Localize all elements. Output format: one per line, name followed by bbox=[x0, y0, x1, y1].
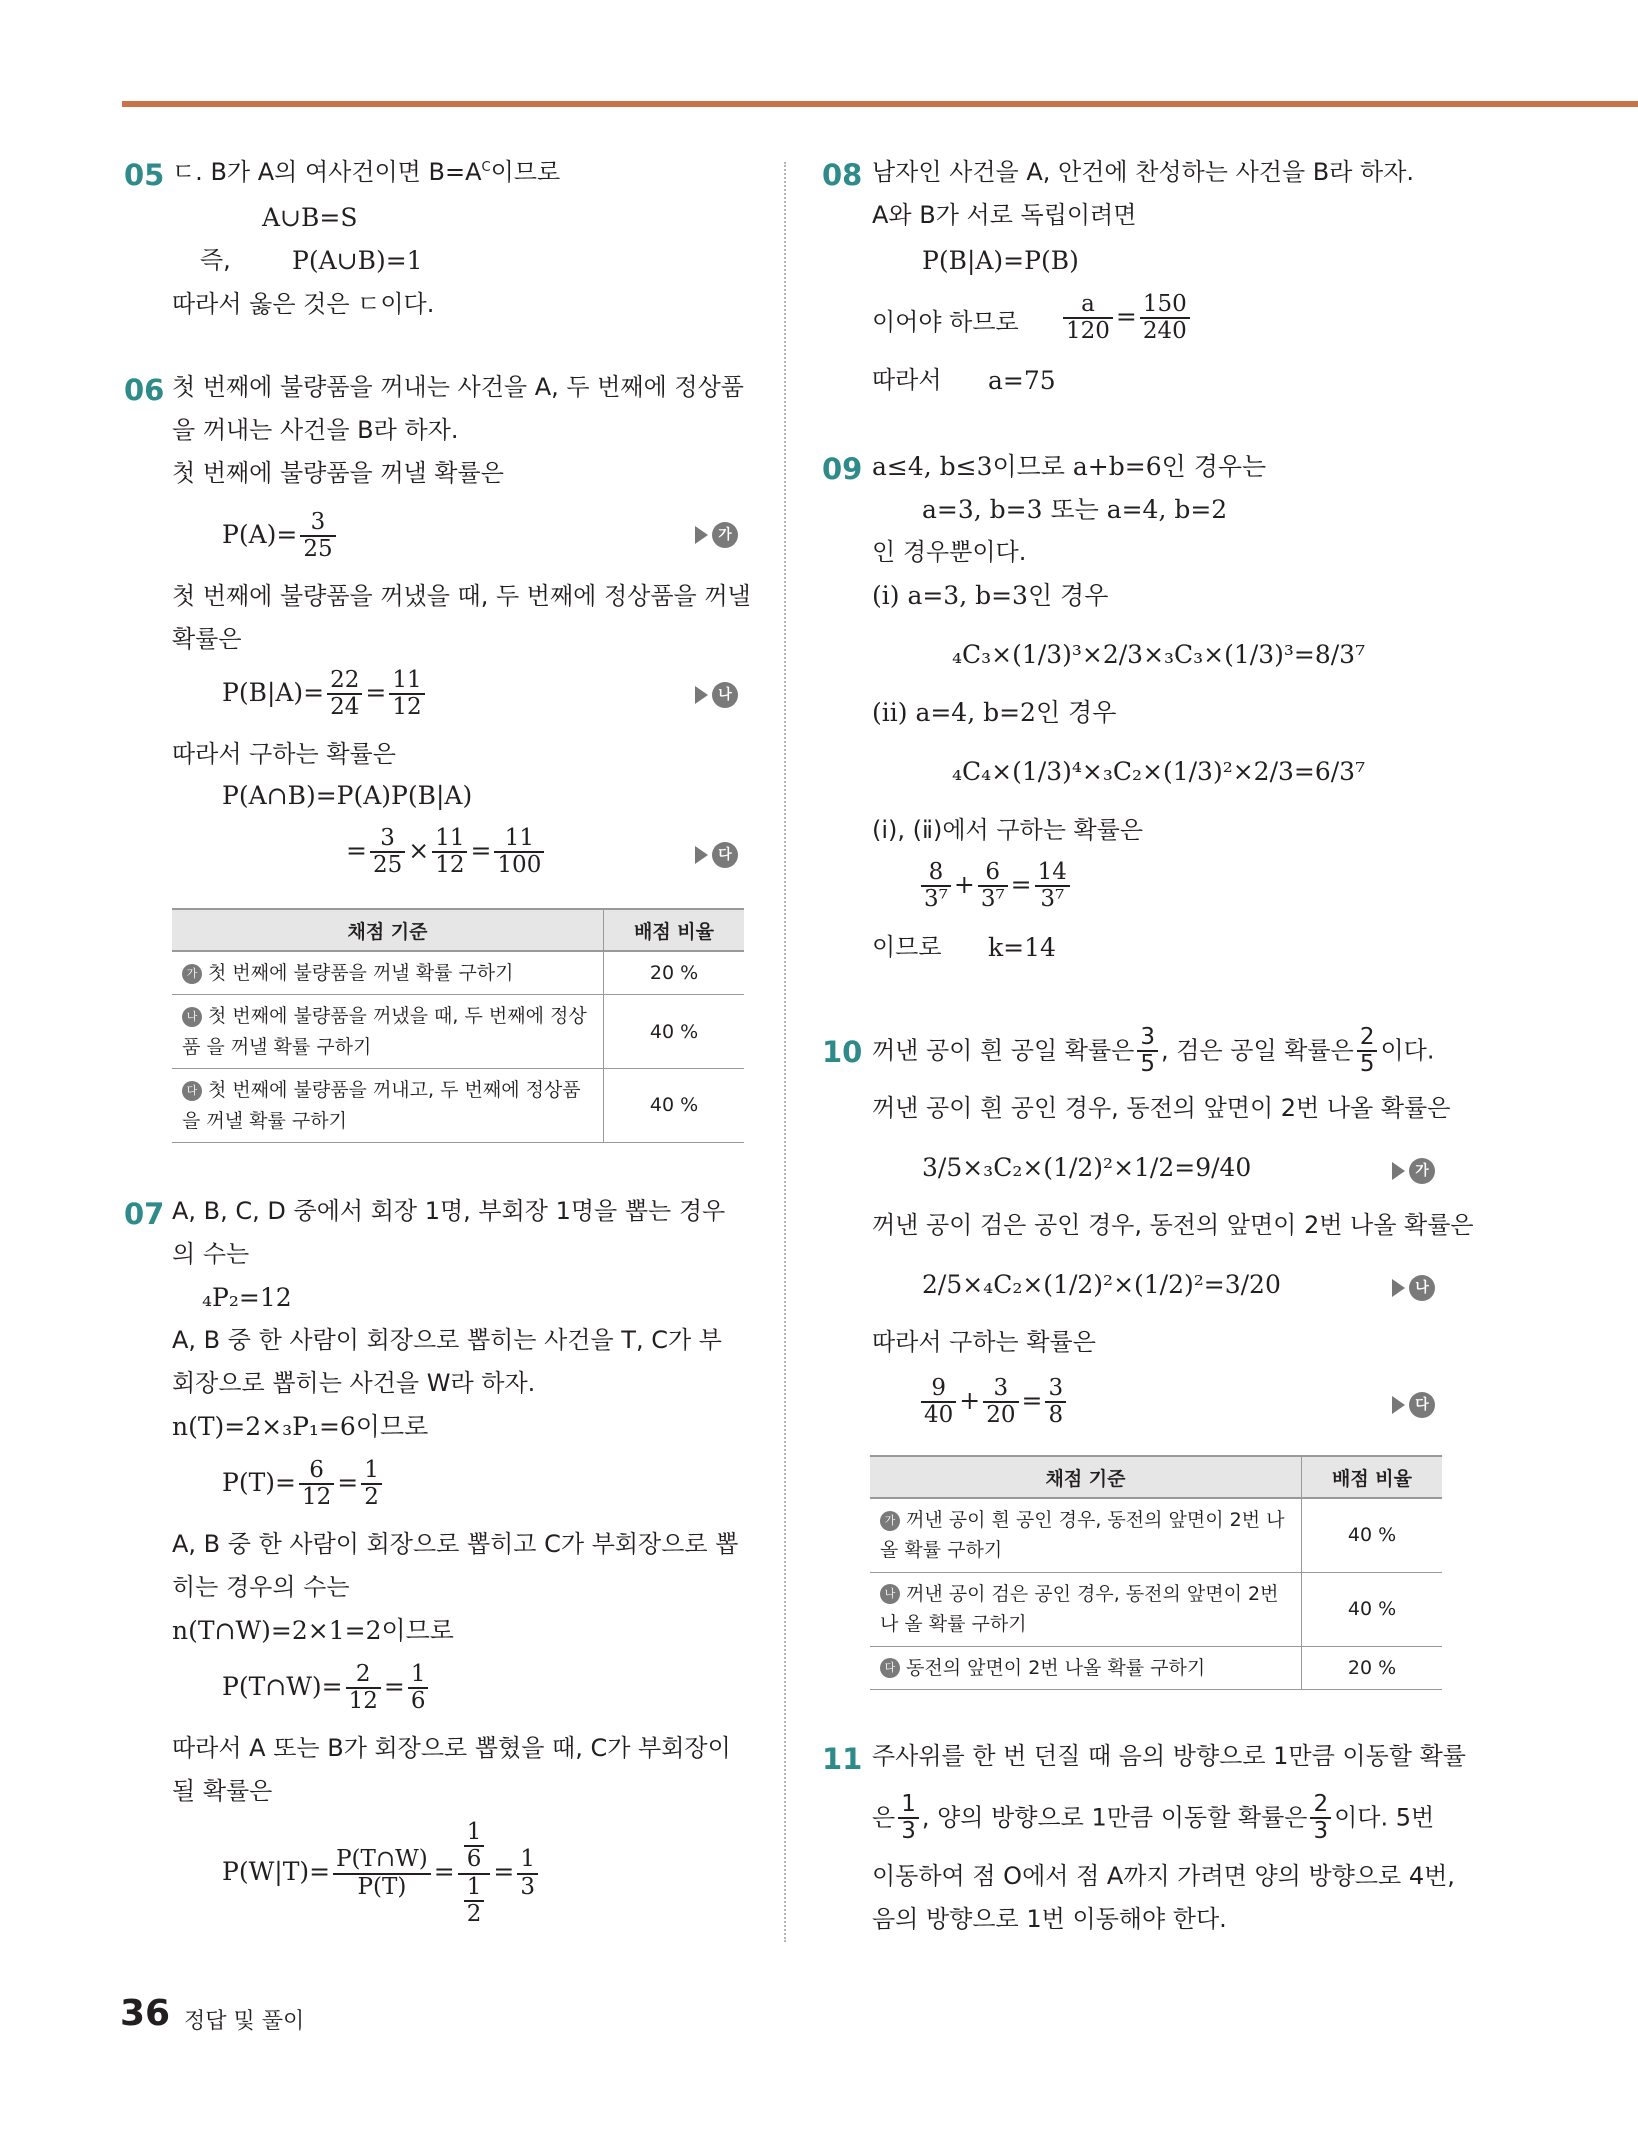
equation: = $\frac{3}{25}$ × $\frac{11}{12}$ = $\frac{11}{100}$ bbox=[346, 826, 547, 879]
text-line: 첫 번째에 불량품을 꺼낼 확률은 bbox=[172, 459, 504, 487]
mark-ga: 가 bbox=[695, 522, 738, 548]
text-line: A, B 중 한 사람이 회장으로 뽑히는 사건을 T, C가 부 bbox=[172, 1326, 722, 1354]
table-header: 배점 비율 bbox=[604, 909, 745, 951]
text-line: 이동하여 점 O에서 점 A까지 가려면 양의 방향으로 4번, bbox=[872, 1862, 1455, 1890]
text-line: 이어야 하므로 bbox=[872, 308, 1019, 336]
equation: ₄C₄×(1/3)⁴×₃C₂×(1/3)²×2/3=6/3⁷ bbox=[952, 757, 1366, 786]
mark-na: 나 bbox=[1392, 1275, 1435, 1301]
text-line: 남자인 사건을 A, 안건에 찬성하는 사건을 B라 하자. bbox=[872, 158, 1415, 186]
mark-na: 나 bbox=[695, 682, 738, 708]
text-line: 따라서 bbox=[872, 366, 942, 394]
table-row: 다 동전의 앞면이 2번 나올 확률 구하기 20 % bbox=[870, 1646, 1442, 1689]
arrow-icon bbox=[695, 526, 708, 544]
text-line: (ⅱ) a=4, b=2인 경우 bbox=[872, 698, 1117, 727]
text-line: 따라서 구하는 확률은 bbox=[872, 1328, 1096, 1356]
text-line: 이므로 bbox=[872, 933, 942, 961]
column-divider bbox=[784, 162, 786, 1942]
text-line: 따라서 A 또는 B가 회장으로 뽑혔을 때, C가 부회장이 bbox=[172, 1734, 731, 1762]
text-line: A와 B가 서로 독립이려면 bbox=[872, 201, 1137, 229]
text-line: (ⅰ), (ⅱ)에서 구하는 확률은 bbox=[872, 816, 1144, 844]
text-line: 의 수는 bbox=[172, 1240, 250, 1268]
equation: P(T∩W)= $\frac{2}{12}$ = $\frac{1}{6}$ bbox=[222, 1662, 431, 1715]
table-row: 나 첫 번째에 불량품을 꺼냈을 때, 두 번째에 정상품 을 꺼낼 확률 구하기 40 % bbox=[172, 995, 744, 1069]
problem-number: 07 bbox=[124, 1197, 165, 1231]
equation: P(A∪B)=1 bbox=[292, 246, 423, 275]
table-header: 채점 기준 bbox=[172, 909, 604, 951]
badge-na: 나 bbox=[880, 1584, 900, 1604]
footer-label: 정답 및 풀이 bbox=[184, 2009, 305, 2034]
text-line: 주사위를 한 번 던질 때 음의 방향으로 1만큼 이동할 확률 bbox=[872, 1742, 1466, 1770]
text-line: 은 $\frac{1}{3}$ , 양의 방향으로 1만큼 이동할 확률은 $\frac{2}{3}$ 이다. 5번 bbox=[872, 1791, 1435, 1845]
text-line: 히는 경우의 수는 bbox=[172, 1573, 350, 1601]
top-accent-bar bbox=[122, 101, 1638, 107]
table-header: 배점 비율 bbox=[1302, 1456, 1443, 1498]
text-line: 될 확률은 bbox=[172, 1777, 273, 1805]
equation: n(T∩W)=2×1=2이므로 bbox=[172, 1616, 454, 1645]
text-line: 꺼낸 공이 흰 공인 경우, 동전의 앞면이 2번 나올 확률은 bbox=[872, 1094, 1451, 1122]
text-line: 인 경우뿐이다. bbox=[872, 538, 1027, 566]
arrow-icon bbox=[1392, 1396, 1405, 1414]
text-line: 회장으로 뽑히는 사건을 W라 하자. bbox=[172, 1369, 536, 1397]
table-header: 채점 기준 bbox=[870, 1456, 1302, 1498]
equation: 2/5×₄C₂×(1/2)²×(1/2)²=3/20 bbox=[922, 1270, 1281, 1299]
text-line: ㄷ. B가 A의 여사건이면 $B=A^C$이므로 bbox=[172, 158, 561, 186]
arrow-icon bbox=[695, 686, 708, 704]
text-line: A, B 중 한 사람이 회장으로 뽑히고 C가 부회장으로 뽑 bbox=[172, 1530, 739, 1558]
equation: k=14 bbox=[988, 933, 1056, 962]
text-line: 음의 방향으로 1번 이동해야 한다. bbox=[872, 1905, 1227, 1933]
equation: A∪B=S bbox=[262, 203, 358, 232]
badge-da: 다 bbox=[182, 1081, 202, 1101]
mark-da: 다 bbox=[1392, 1392, 1435, 1418]
equation: a=75 bbox=[988, 366, 1056, 395]
equation: P(T)= $\frac{6}{12}$ = $\frac{1}{2}$ bbox=[222, 1458, 385, 1511]
text-line: 꺼낸 공이 검은 공인 경우, 동전의 앞면이 2번 나올 확률은 bbox=[872, 1211, 1474, 1239]
badge-ga: 가 bbox=[880, 1511, 900, 1531]
table-row: 다 첫 번째에 불량품을 꺼내고, 두 번째에 정상품을 꺼낼 확률 구하기 40 % bbox=[172, 1069, 744, 1143]
table-row: 나 꺼낸 공이 검은 공인 경우, 동전의 앞면이 2번 나 올 확률 구하기 40 % bbox=[870, 1572, 1442, 1646]
badge-na: 나 bbox=[182, 1007, 202, 1027]
text-line: a≤4, b≤3이므로 a+b=6인 경우는 bbox=[872, 452, 1267, 481]
equation: ₄C₃×(1/3)³×2/3×₃C₃×(1/3)³=8/3⁷ bbox=[952, 640, 1366, 669]
text-line: 따라서 옳은 것은 ㄷ이다. bbox=[172, 290, 435, 318]
equation: P(A)= $\frac{3}{25}$ bbox=[222, 510, 339, 563]
equation: 3/5×₃C₂×(1/2)²×1/2=9/40 bbox=[922, 1153, 1252, 1182]
text-line: 확률은 bbox=[172, 625, 242, 653]
text-line: (ⅰ) a=3, b=3인 경우 bbox=[872, 581, 1109, 610]
badge-da: 다 bbox=[880, 1658, 900, 1678]
equation: ₄P₂=12 bbox=[202, 1283, 292, 1312]
problem-number: 06 bbox=[124, 373, 165, 407]
scoring-table bbox=[870, 1455, 1442, 1690]
problem-number: 11 bbox=[822, 1742, 863, 1776]
equation: n(T)=2×₃P₁=6이므로 bbox=[172, 1412, 429, 1441]
table-row: 가 첫 번째에 불량품을 꺼낼 확률 구하기 20 % bbox=[172, 951, 744, 995]
problem-number: 08 bbox=[822, 158, 863, 192]
table-row: 가 꺼낸 공이 흰 공인 경우, 동전의 앞면이 2번 나올 확률 구하기 40 % bbox=[870, 1498, 1442, 1572]
equation: $\frac{9}{40}$ + $\frac{3}{20}$ = $\frac{3}{8}$ bbox=[918, 1376, 1069, 1429]
problem-number: 10 bbox=[822, 1035, 863, 1069]
mark-da: 다 bbox=[695, 842, 738, 868]
equation: P(B|A)=P(B) bbox=[922, 246, 1079, 275]
text-line: 첫 번째에 불량품을 꺼내는 사건을 A, 두 번째에 정상품 bbox=[172, 373, 744, 401]
problem-number: 09 bbox=[822, 452, 863, 486]
equation: P(B|A)= $\frac{22}{24}$ = $\frac{11}{12}$ bbox=[222, 668, 428, 721]
equation: P(W|T)= $\frac{P(T\cap W)}{P(T)}$ = $\frac{\frac{1}{6}}{\frac{1}{2}}$ = $\frac{1}{3}$ bbox=[222, 1820, 541, 1927]
equation: a=3, b=3 또는 a=4, b=2 bbox=[922, 495, 1228, 524]
mark-ga: 가 bbox=[1392, 1158, 1435, 1184]
text-line: 첫 번째에 불량품을 꺼냈을 때, 두 번째에 정상품을 꺼낼 bbox=[172, 582, 751, 610]
arrow-icon bbox=[695, 846, 708, 864]
page-number: 36 bbox=[120, 1993, 171, 2034]
text-line: 을 꺼내는 사건을 B라 하자. bbox=[172, 416, 459, 444]
scoring-table bbox=[172, 908, 744, 1143]
problem-number: 05 bbox=[124, 158, 165, 192]
text-line: 꺼낸 공이 흰 공일 확률은 $\frac{3}{5}$ , 검은 공일 확률은 $\frac{2}{5}$ 이다. bbox=[872, 1024, 1435, 1078]
equation: $\frac{a}{120}$ = $\frac{150}{240}$ bbox=[1060, 292, 1193, 345]
text-line: 따라서 구하는 확률은 bbox=[172, 740, 396, 768]
arrow-icon bbox=[1392, 1279, 1405, 1297]
text-line: A, B, C, D 중에서 회장 1명, 부회장 1명을 뽑는 경우 bbox=[172, 1197, 726, 1225]
equation: $\frac{8}{\text{3⁷}}$ + $\frac{6}{\text{3⁷}}$ = $\frac{14}{\text{3⁷}}$ bbox=[918, 860, 1073, 913]
badge-ga: 가 bbox=[182, 964, 202, 984]
text-line: 즉, bbox=[200, 246, 231, 274]
arrow-icon bbox=[1392, 1162, 1405, 1180]
equation: P(A∩B)=P(A)P(B|A) bbox=[222, 781, 473, 810]
